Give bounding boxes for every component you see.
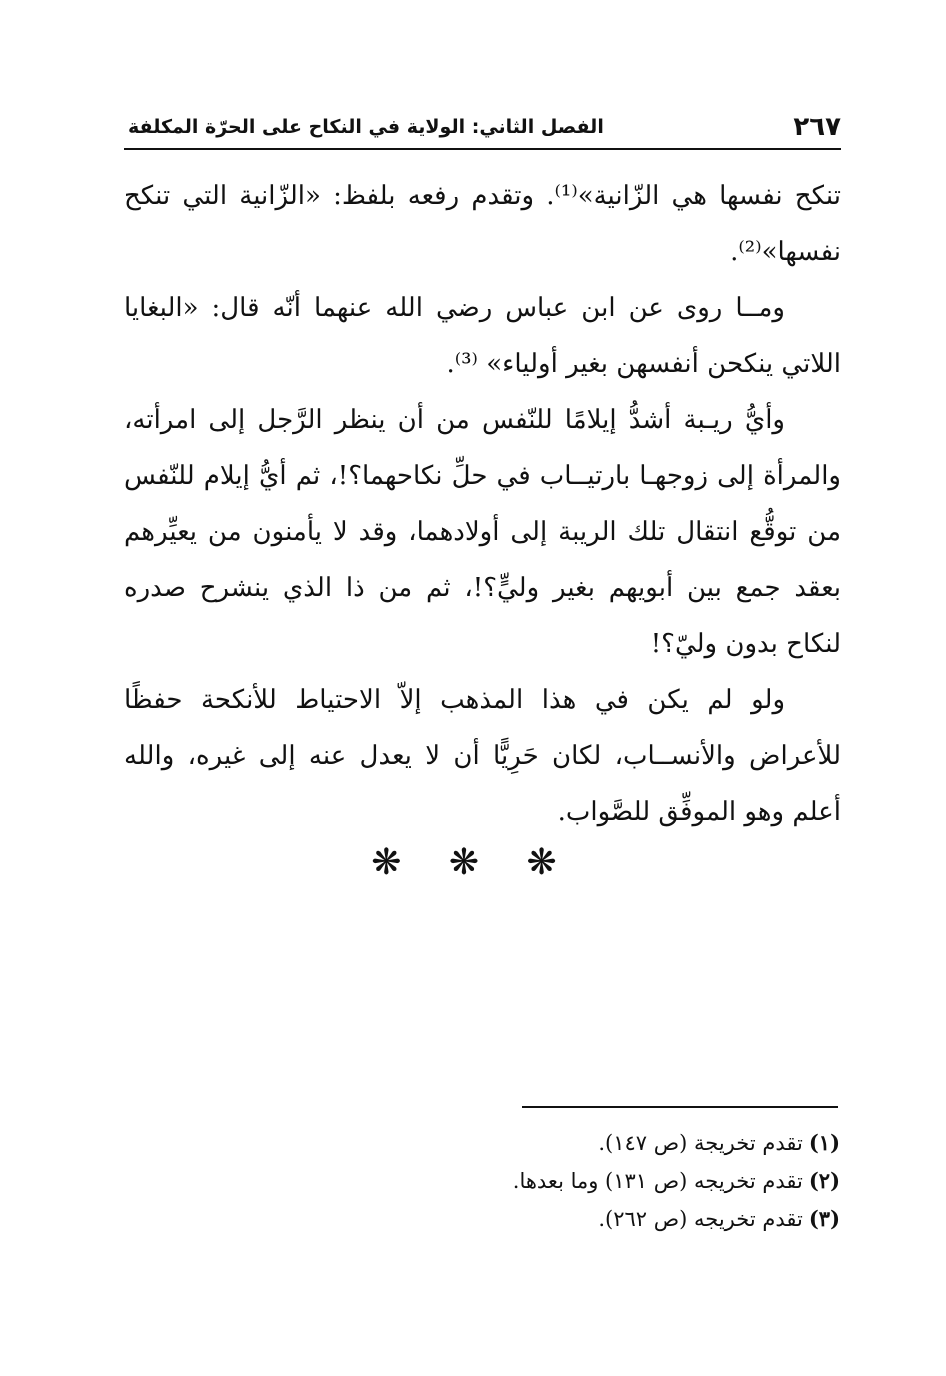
footnotes [300, 1124, 840, 1238]
footnote [300, 1124, 840, 1162]
footnote-number: (٢) [808, 1168, 840, 1193]
main-text [124, 168, 841, 840]
paragraph: ولو لم يكن في هذا المذهب إلاّ الاحتياط للأنكحة حفظًا للأعراض والأنســاب، لكان حَرِيًّا أن لا يعدل عنه إلى غيره، والله أعلم وهو الموفِّق للصَّواب. [124, 685, 841, 827]
running-title: الفصل الثاني: الولاية في النكاح على الحرّة المكلفة [128, 116, 604, 138]
page-number: ٢٦٧ [793, 112, 841, 142]
footnote-number: (١) [808, 1130, 840, 1155]
footnote-text: تقدم تخريجه (ص ٢٦٢). [598, 1207, 803, 1231]
footnote-divider [522, 1106, 838, 1108]
paragraph: ومــا روى عن ابن عباس رضي الله عنهما أنّه قال: «البغايا اللاتي ينكحن أنفسهن بغير أولياء» ⁽³⁾. [124, 293, 841, 379]
footnote [300, 1162, 840, 1200]
paragraph: تنكح نفسها هي الزّانية»⁽¹⁾. وتقدم رفعه بلفظ: «الزّانية التي تنكح نفسها»⁽²⁾. [124, 181, 842, 267]
footnote [300, 1200, 840, 1238]
footnote-text: تقدم تخريجة (ص ١٤٧). [598, 1131, 803, 1155]
footnote-number: (٣) [808, 1206, 840, 1231]
footnote-text: تقدم تخريجه (ص ١٣١) وما بعدها. [512, 1169, 803, 1193]
section-separator: ❋ ❋ ❋ [371, 842, 575, 883]
paragraph: وأيُّ ريـبة أشدُّ إيلامًا للنّفس من أن ينظر الرَّجل إلى امرأته، والمرأة إلى زوجهـا بارتيــاب في حلِّ نكاحهما؟!، ثم أيُّ إيلام للنّفس من توقُّع انتقال تلك الريبة إلى أولادهما، وقد لا يأمنون من يعيِّرهم بعقد جمع بين أبويهم بغير وليٍّ؟!، ثم من ذا الذي ينشرح صدره لنكاح بدون وليّ؟! [124, 405, 841, 659]
page-header [124, 108, 841, 150]
